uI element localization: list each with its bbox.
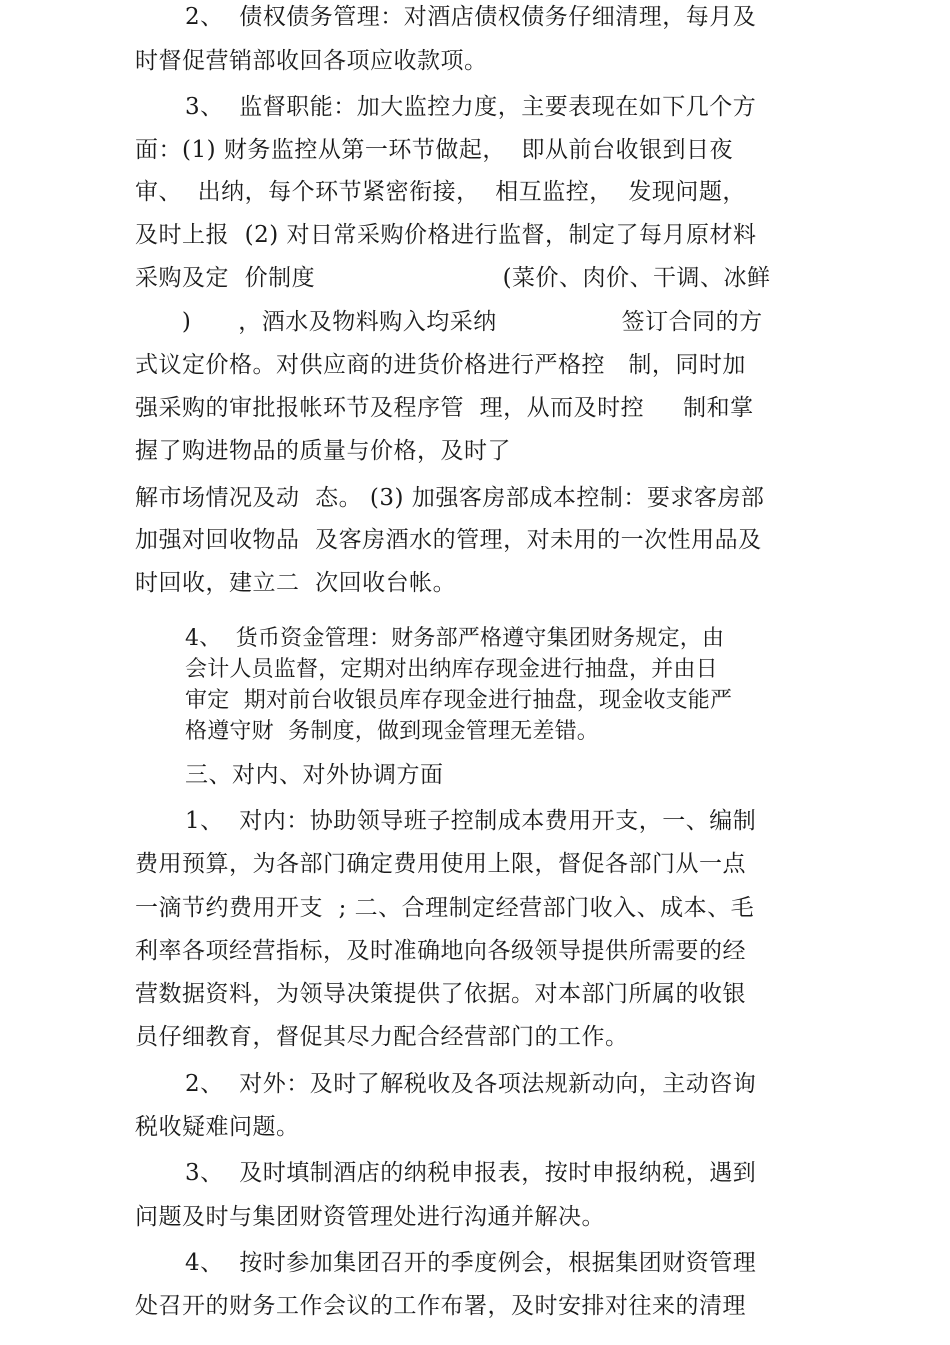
text-line: ) ，酒水及物料购入均采纳 签订合同的方 [135, 309, 763, 335]
text-line: 3、 及时填制酒店的纳税申报表，按时申报纳税，遇到 [185, 1160, 757, 1186]
text-line: 员仔细教育，督促其尽力配合经营部门的工作。 [135, 1024, 629, 1050]
text-line: 审、 出纳，每个环节紧密衔接， 相互监控， 发现问题， [135, 179, 746, 205]
text-line: 费用预算，为各部门确定费用使用上限，督促各部门从一点 [135, 851, 746, 877]
text-line: 强采购的审批报帐环节及程序管 理，从而及时控 制和掌 [135, 395, 754, 421]
text-line: 审定 期对前台收银员库存现金进行抽盘，现金收支能严 [185, 688, 733, 713]
text-line: 面：(1) 财务监控从第一环节做起， 即从前台收银到日夜 [135, 137, 734, 163]
text-line: 营数据资料，为领导决策提供了依据。对本部门所属的收银 [135, 981, 746, 1007]
text-line: 利率各项经营指标，及时准确地向各级领导提供所需要的经 [135, 938, 746, 964]
text-line: 4、 货币资金管理：财务部严格遵守集团财务规定，由 [185, 626, 725, 651]
text-line: 处召开的财务工作会议的工作布署，及时安排对往来的清理 [135, 1293, 746, 1319]
text-line: 握了购进物品的质量与价格，及时了 [135, 438, 511, 464]
text-line: 式议定价格。对供应商的进货价格进行严格控 制，同时加 [135, 352, 746, 378]
text-line: 4、 按时参加集团召开的季度例会，根据集团财资管理 [185, 1250, 757, 1276]
text-line: 1、 对内：协助领导班子控制成本费用开支，一、编制 [185, 808, 757, 834]
text-line: 2、 债权债务管理：对酒店债权债务仔细清理，每月及 [185, 4, 757, 30]
text-line: 加强对回收物品 及客房酒水的管理，对未用的一次性用品及 [135, 527, 762, 553]
text-line: 2、 对外：及时了解税收及各项法规新动向，主动咨询 [185, 1071, 757, 1097]
text-line: 3、 监督职能：加大监控力度，主要表现在如下几个方 [185, 94, 757, 120]
section-heading: 三、对内、对外协调方面 [185, 762, 444, 788]
text-line: 税收疑难问题。 [135, 1114, 300, 1140]
text-line: 会计人员监督，定期对出纳库存现金进行抽盘，并由日 [185, 657, 718, 682]
text-line: 时回收，建立二 次回收台帐。 [135, 570, 457, 596]
text-line: 采购及定 价制度 (菜价、肉价、干调、冰鲜 [135, 265, 771, 291]
text-line: 问题及时与集团财资管理处进行沟通并解决。 [135, 1204, 605, 1230]
text-line: 格遵守财 务制度，做到现金管理无差错。 [185, 719, 599, 744]
text-line: 解市场情况及动 态。 (3) 加强客房部成本控制：要求客房部 [135, 485, 765, 511]
text-line: 时督促营销部收回各项应收款项。 [135, 48, 488, 74]
text-line: 及时上报 (2) 对日常采购价格进行监督，制定了每月原材料 [135, 222, 757, 248]
text-line: 一滴节约费用开支 ; 二、合理制定经营部门收入、成本、毛 [135, 895, 755, 921]
